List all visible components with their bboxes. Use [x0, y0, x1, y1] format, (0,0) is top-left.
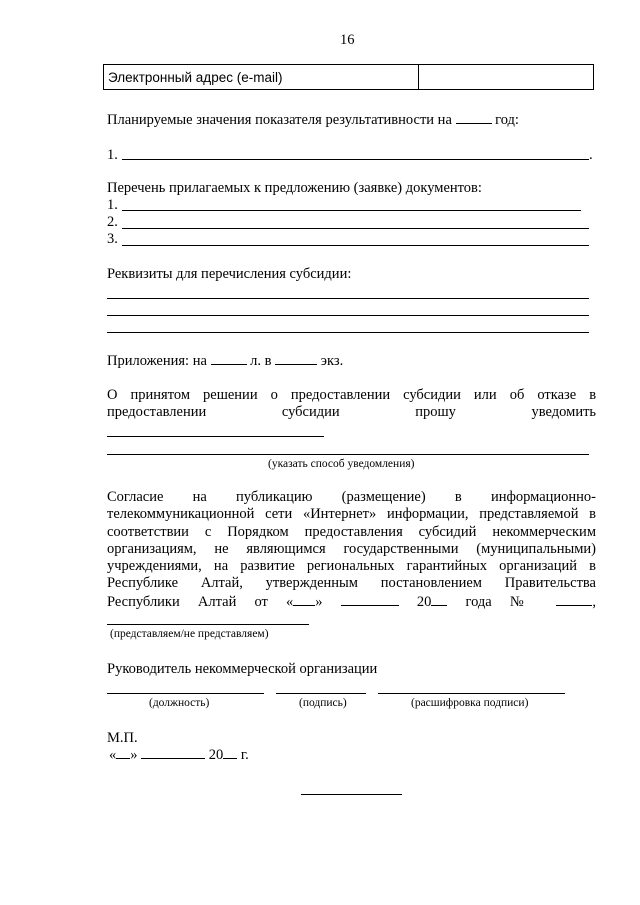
document-item-3-number: 3.	[107, 231, 118, 247]
document-item-3-blank	[122, 245, 589, 246]
seal-mark: М.П.	[107, 730, 138, 746]
document-item-1-blank	[122, 210, 581, 211]
consent-day-blank	[293, 593, 315, 606]
consent-month-blank	[341, 593, 399, 606]
consent-choice-line	[107, 624, 309, 625]
position-caption: (должность)	[149, 697, 210, 709]
consent-year-blank	[431, 593, 447, 606]
requisites-line-3	[107, 332, 589, 333]
consent-line-4: организациям, не являющимся государственными (муниципальными)	[107, 540, 596, 557]
notification-caption: (указать способ уведомления)	[268, 458, 415, 470]
requisites-line-2	[107, 315, 589, 316]
signature-caption: (подпись)	[299, 697, 347, 709]
attachments-line: Приложения: на л. в экз.	[107, 353, 344, 369]
notification-method-short-line	[107, 436, 324, 437]
year-blank	[456, 111, 492, 124]
requisites-heading: Реквизиты для перечисления субсидии:	[107, 266, 352, 282]
sheets-blank	[211, 352, 247, 365]
decision-line-2: предоставлении субсидии прошу уведомить	[107, 404, 597, 421]
position-line	[107, 693, 264, 694]
email-value-cell	[419, 65, 594, 90]
planned-item-1-number: 1.	[107, 147, 118, 163]
signature-line	[276, 693, 366, 694]
consent-caption: (представляем/не представляем)	[110, 628, 269, 640]
consent-line-1: Согласие на публикацию (размещение) в информационно-	[107, 489, 597, 505]
head-title: Руководитель некоммерческой организации	[107, 661, 378, 677]
consent-line-6: Республике Алтай, утвержденным постановлением Правительства	[107, 575, 596, 592]
planned-item-1-blank	[122, 159, 589, 160]
decision-paragraph	[107, 387, 596, 422]
consent-paragraph	[107, 489, 596, 611]
notification-method-line	[107, 454, 589, 455]
planned-item-1-end: .	[589, 147, 593, 163]
decode-line	[378, 693, 565, 694]
date-month-blank	[141, 746, 205, 759]
consent-line-5: учреждениями, на развитие региональных гарантийных организаций в	[107, 558, 596, 575]
closing-separator	[301, 794, 402, 795]
date-year-blank	[223, 746, 237, 759]
email-table	[103, 64, 594, 90]
planned-values-text: Планируемые значения показателя результативности на год:	[107, 112, 519, 128]
requisites-line-1	[107, 298, 589, 299]
consent-number-blank	[556, 593, 592, 606]
copies-blank	[275, 352, 317, 365]
email-label: Электронный адрес (e-mail)	[104, 65, 419, 90]
document-item-1-number: 1.	[107, 197, 118, 213]
consent-line-2: телекоммуникационной сети «Интернет» информации, представляемой в	[107, 506, 596, 523]
document-item-2-blank	[122, 228, 589, 229]
decision-line-1: О принятом решении о предоставлении субсидии или об отказе в	[107, 387, 597, 403]
consent-line-7: Республики Алтай от « » 20 года № ,	[107, 593, 597, 610]
documents-heading: Перечень прилагаемых к предложению (заявке) документов:	[107, 180, 482, 196]
document-item-2-number: 2.	[107, 214, 118, 230]
date-day-blank	[116, 746, 130, 759]
date-line: « » 20 г.	[109, 747, 249, 763]
consent-line-3: соответствии с Порядком предоставления субсидий некоммерческим	[107, 523, 596, 540]
decode-caption: (расшифровка подписи)	[411, 697, 529, 709]
page-number: 16	[340, 32, 355, 48]
